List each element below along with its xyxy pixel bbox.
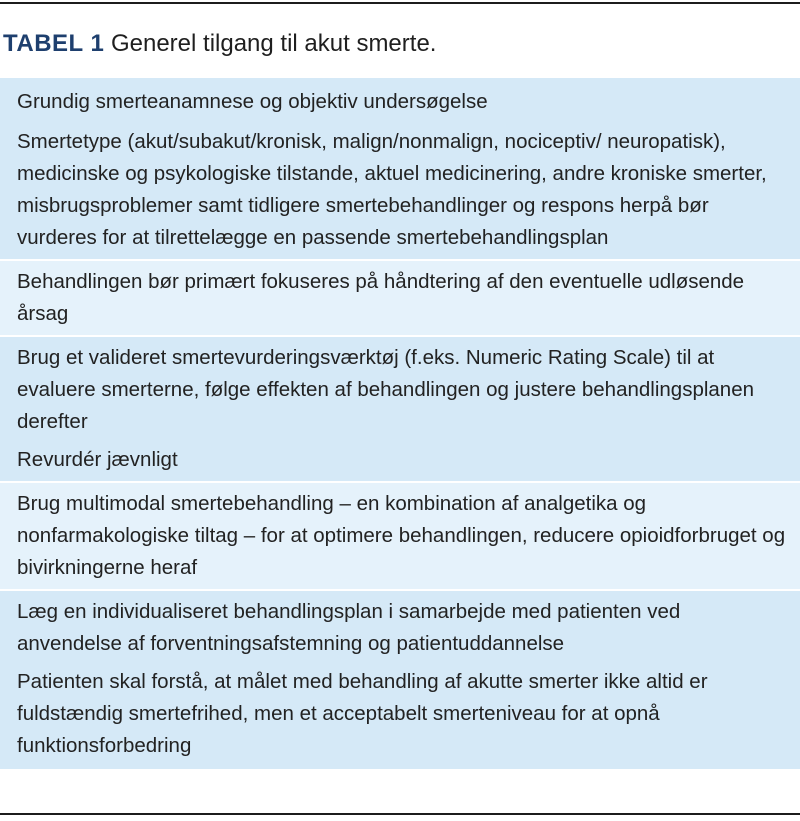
table-title: Generel tilgang til akut smerte.: [110, 30, 437, 57]
table-row: Patienten skal forstå, at målet med behandling af akutte smerter ikke altid er fuldstændig smertefrihed, men et acceptabelt smerteniveau for at opnå funktionsforbedring: [0, 663, 800, 769]
table-row: Brug et valideret smertevurderingsværktøj (f.eks. Numeric Rating Scale) til at evaluere smerterne, følge effekten af behandlingen og justere behandlingsplanen derefter: [0, 335, 800, 441]
table-label: TABEL 1: [3, 30, 105, 57]
table-row: Læg en individualiseret behandlingsplan i samarbejde med patienten ved anvendelse af forventningsafstemning og patientuddannelse: [0, 589, 800, 663]
table-caption: [3, 30, 436, 58]
bottom-rule: [0, 813, 800, 815]
top-rule: [0, 2, 800, 4]
table-row: Behandlingen bør primært fokuseres på håndtering af den eventuelle udløsende årsag: [0, 259, 800, 335]
table-row: Grundig smerteanamnese og objektiv undersøgelse: [0, 78, 800, 122]
table-row: Revurdér jævnligt: [0, 441, 800, 481]
table-row: Smertetype (akut/subakut/kronisk, malign/nonmalign, nociceptiv/ neuropatisk), medicinske og psykologiske tilstande, aktuel medicinering, andre kroniske smerter, misbrugsproblemer samt tidligere smertebehandlinger og respons herpå bør vurderes for at tilrettelægge en passende smertebehandlingsplan: [0, 122, 800, 259]
table-body: [0, 78, 800, 769]
table-row: Brug multimodal smertebehandling – en kombination af analgetika og nonfarmakologiske tiltag – for at optimere behandlingen, reducere opioidforbruget og bivirkningerne heraf: [0, 481, 800, 589]
